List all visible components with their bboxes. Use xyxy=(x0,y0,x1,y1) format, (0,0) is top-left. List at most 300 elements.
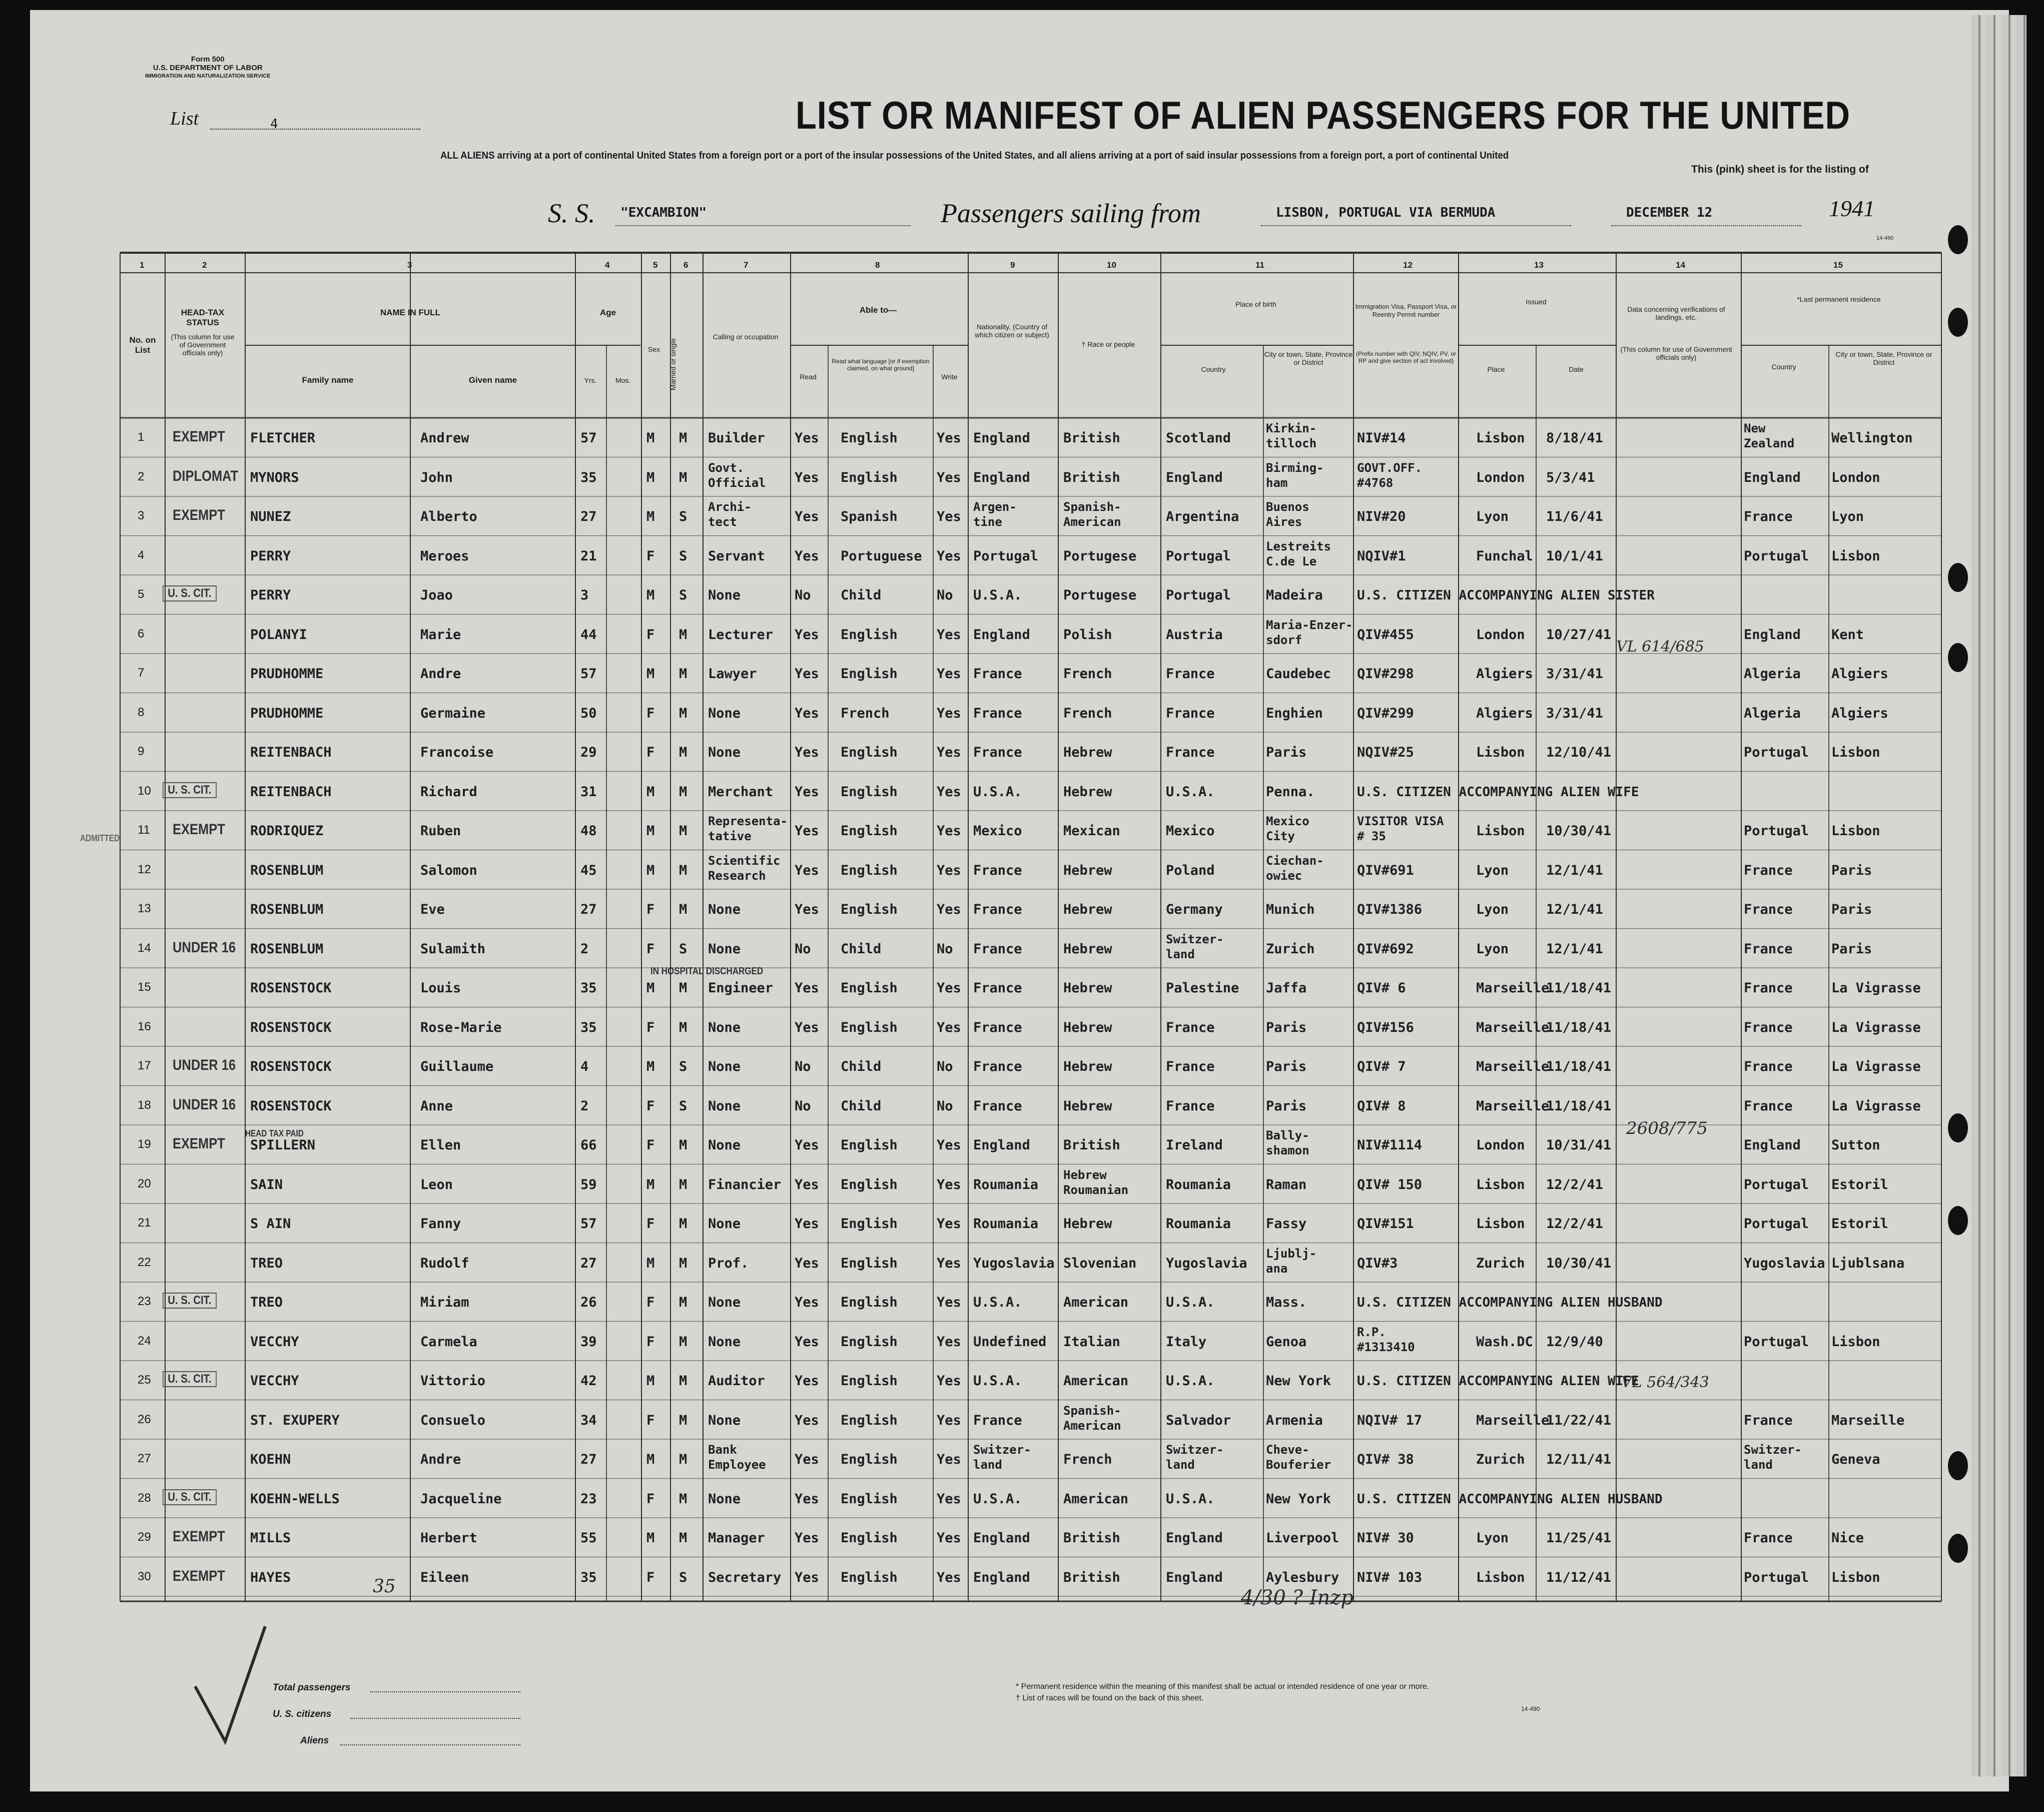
age-years: 27 xyxy=(580,1452,597,1468)
age-years: 21 xyxy=(580,548,597,564)
can-read: Yes xyxy=(795,548,819,564)
nationality: France xyxy=(973,941,1022,957)
birth-country: England xyxy=(1166,469,1223,485)
manifest-sheet xyxy=(30,10,2009,1791)
marital-status: M xyxy=(679,1216,688,1232)
occupation: Lawyer xyxy=(708,666,757,682)
occupation: Prof. xyxy=(708,1255,749,1271)
family-name: TREO xyxy=(250,1255,283,1271)
race: Hebrew xyxy=(1063,1059,1112,1075)
residence-country: France xyxy=(1744,509,1793,525)
sex: M xyxy=(646,469,655,485)
head-tax-status: U. S. CIT. xyxy=(163,585,217,601)
column-number: 8 xyxy=(875,260,880,270)
residence-city: Algiers xyxy=(1831,666,1888,682)
race: Polish xyxy=(1063,627,1112,643)
issued-date: 11/18/41 xyxy=(1546,980,1612,996)
row-number: 8 xyxy=(138,705,145,719)
read-language: Child xyxy=(841,1098,882,1114)
race: French xyxy=(1063,705,1112,721)
head-tax-status: UNDER 16 xyxy=(173,1057,236,1074)
birth-country: Roumania xyxy=(1166,1216,1231,1232)
residence-country: Portugal xyxy=(1744,745,1809,761)
occupation: None xyxy=(708,1216,741,1232)
col-header-sex: Sex xyxy=(647,345,660,353)
race: Hebrew xyxy=(1063,980,1112,996)
age-years: 26 xyxy=(580,1295,597,1311)
col-header-head-tax-note: (This column for use of Government officials only) xyxy=(171,333,235,357)
issued-date: 10/27/41 xyxy=(1546,627,1612,643)
residence-country: Portugal xyxy=(1744,1569,1809,1585)
col-header-no: No. on List xyxy=(129,335,156,355)
visa-number: R.P. #1313410 xyxy=(1357,1325,1415,1354)
birth-city: Enghien xyxy=(1266,705,1323,721)
given-name: Carmela xyxy=(420,1334,477,1350)
sailing-from: LISBON, PORTUGAL VIA BERMUDA xyxy=(1276,205,1496,220)
occupation: None xyxy=(708,1019,741,1035)
can-write: Yes xyxy=(937,1569,961,1585)
nationality: France xyxy=(973,1412,1022,1428)
race: Spanish- American xyxy=(1063,1403,1121,1433)
head-tax-status: UNDER 16 xyxy=(173,939,236,956)
visa-number: NIV#1114 xyxy=(1357,1137,1423,1153)
family-name: KOEHN-WELLS xyxy=(250,1491,340,1507)
residence-city: Wellington xyxy=(1831,430,1913,446)
can-read: Yes xyxy=(795,1019,819,1035)
column-number: 14 xyxy=(1676,260,1685,270)
punch-hole xyxy=(1948,225,1968,254)
birth-country: Argentina xyxy=(1166,509,1239,525)
nationality: Yugoslavia xyxy=(973,1255,1055,1271)
visa-number: QIV#3 xyxy=(1357,1255,1398,1271)
family-name: ROSENSTOCK xyxy=(250,1098,332,1114)
age-years: 27 xyxy=(580,509,597,525)
birth-city: Buenos Aires xyxy=(1266,500,1309,529)
age-years: 4 xyxy=(580,1059,589,1075)
read-language: Spanish xyxy=(841,509,898,525)
read-language: English xyxy=(841,1176,898,1192)
birth-country: Palestine xyxy=(1166,980,1239,996)
row-number: 18 xyxy=(138,1098,151,1112)
birth-city: Mexico City xyxy=(1266,814,1309,843)
given-name: Vittorio xyxy=(420,1373,486,1389)
nationality: Roumania xyxy=(973,1176,1039,1192)
issued-place: Lisbon xyxy=(1476,745,1525,761)
col-header-visa: Immigration Visa, Passport Visa, or Reentry Permit number xyxy=(1355,303,1457,318)
family-name: SPILLERN xyxy=(250,1137,316,1153)
occupation: None xyxy=(708,1098,741,1114)
can-write: No xyxy=(937,1059,953,1075)
can-write: Yes xyxy=(937,1216,961,1232)
nationality: France xyxy=(973,666,1022,682)
visa-number: QIV#298 xyxy=(1357,666,1414,682)
occupation: None xyxy=(708,587,741,603)
family-name: REITENBACH xyxy=(250,745,332,761)
birth-country: France xyxy=(1166,1098,1215,1114)
visa-number: U.S. CITIZEN ACCOMPANYING ALIEN SISTER xyxy=(1357,588,1655,603)
can-read: Yes xyxy=(795,627,819,643)
issued-date: 11/22/41 xyxy=(1546,1412,1612,1428)
handwritten-note-19: 2608/775 xyxy=(1626,1118,1708,1138)
birth-city: New York xyxy=(1266,1373,1331,1389)
birth-country: Portugal xyxy=(1166,548,1231,564)
age-years: 55 xyxy=(580,1530,597,1546)
family-name: ST. EXUPERY xyxy=(250,1412,340,1428)
family-name: VECCHY xyxy=(250,1373,299,1389)
family-name: POLANYI xyxy=(250,627,307,643)
marital-status: M xyxy=(679,430,688,446)
birth-country: Scotland xyxy=(1166,430,1231,446)
marital-status: M xyxy=(679,1452,688,1468)
page-stack-edge xyxy=(1971,15,2026,1776)
list-number-field xyxy=(170,108,278,132)
form-ref-top: 14-490 xyxy=(1876,235,1894,241)
age-years: 35 xyxy=(580,980,597,996)
col-header-mos: Mos. xyxy=(615,376,631,384)
marital-status: M xyxy=(679,1412,688,1428)
marital-status: S xyxy=(679,509,688,525)
family-name: ROSENSTOCK xyxy=(250,980,332,996)
visa-number: QIV#1386 xyxy=(1357,902,1423,918)
given-name: Louis xyxy=(420,980,461,996)
race: British xyxy=(1063,1569,1120,1585)
marital-status: M xyxy=(679,745,688,761)
visa-number: NIV#20 xyxy=(1357,509,1406,525)
row-number: 5 xyxy=(138,587,145,601)
punch-hole xyxy=(1948,1451,1968,1480)
age-years: 2 xyxy=(580,1098,589,1114)
occupation: None xyxy=(708,1412,741,1428)
read-language: English xyxy=(841,430,898,446)
birth-country: France xyxy=(1166,666,1215,682)
sex: F xyxy=(646,1491,655,1507)
row-number: 3 xyxy=(138,509,145,523)
marital-status: M xyxy=(679,469,688,485)
occupation: None xyxy=(708,1295,741,1311)
birth-country: England xyxy=(1166,1530,1223,1546)
nationality: Undefined xyxy=(973,1334,1047,1350)
footer-us-citizens: U. S. citizens xyxy=(273,1709,332,1719)
read-language: English xyxy=(841,1491,898,1507)
birth-city: Mass. xyxy=(1266,1295,1307,1311)
can-read: Yes xyxy=(795,1530,819,1546)
birth-country: Roumania xyxy=(1166,1176,1231,1192)
sailing-label: Passengers sailing from xyxy=(941,198,1201,228)
race: Hebrew Roumanian xyxy=(1063,1167,1129,1197)
row-number: 7 xyxy=(138,666,145,680)
occupation: Financier xyxy=(708,1176,782,1192)
row-number: 17 xyxy=(138,1059,151,1073)
issued-place: Lisbon xyxy=(1476,1176,1525,1192)
punch-hole xyxy=(1948,308,1968,337)
birth-country: Yugoslavia xyxy=(1166,1255,1247,1271)
issued-date: 12/1/41 xyxy=(1546,862,1603,878)
given-name: Ruben xyxy=(420,823,461,839)
issued-place: Marseille xyxy=(1476,1412,1550,1428)
can-write: Yes xyxy=(937,1491,961,1507)
occupation: Builder xyxy=(708,430,765,446)
col-header-landings: Data concerning verifications of landings, etc. xyxy=(1627,305,1725,321)
subtitle-line-1: ALL ALIENS arriving at a port of continental United States from a foreign port or a port of the insular possessions of the United States, and all aliens arriving at a port of said insular possessions from a foreign port, a port of continental United xyxy=(440,150,1509,161)
can-read: Yes xyxy=(795,509,819,525)
birth-country: France xyxy=(1166,1019,1215,1035)
read-language: English xyxy=(841,1452,898,1468)
residence-country: France xyxy=(1744,1019,1793,1035)
given-name: Fanny xyxy=(420,1216,461,1232)
nationality: England xyxy=(973,1530,1030,1546)
residence-country: England xyxy=(1744,627,1801,643)
occupation: Archi- tect xyxy=(708,500,752,529)
race: Hebrew xyxy=(1063,745,1112,761)
residence-city: Lisbon xyxy=(1831,548,1880,564)
issued-date: 12/2/41 xyxy=(1546,1216,1603,1232)
head-tax-status: EXEMPT xyxy=(173,821,225,838)
residence-country: Portugal xyxy=(1744,1216,1809,1232)
read-language: English xyxy=(841,1530,898,1546)
head-tax-status: EXEMPT xyxy=(173,428,225,445)
occupation: Lecturer xyxy=(708,627,774,643)
birth-city: Genoa xyxy=(1266,1334,1307,1350)
family-name: VECCHY xyxy=(250,1334,299,1350)
can-read: Yes xyxy=(795,1373,819,1389)
birth-city: Bally- shamon xyxy=(1266,1128,1309,1157)
nationality: Argen- tine xyxy=(973,500,1017,529)
can-read: Yes xyxy=(795,902,819,918)
issued-place: Wash.DC xyxy=(1476,1334,1533,1350)
punch-hole xyxy=(1948,563,1968,592)
birth-city: Ljublj- ana xyxy=(1266,1246,1317,1276)
birth-city: Munich xyxy=(1266,902,1315,918)
col-header-nationality: Nationality. (Country of which citizen or subject) xyxy=(975,323,1049,339)
marital-status: S xyxy=(679,1569,688,1585)
visa-number: QIV#151 xyxy=(1357,1216,1414,1232)
can-write: Yes xyxy=(937,509,961,525)
birth-city: Armenia xyxy=(1266,1412,1323,1428)
family-name: S AIN xyxy=(250,1216,291,1232)
issued-date: 12/11/41 xyxy=(1546,1452,1612,1468)
nationality: England xyxy=(973,627,1030,643)
column-number: 9 xyxy=(1010,260,1015,270)
marital-status: M xyxy=(679,705,688,721)
can-read: Yes xyxy=(795,1491,819,1507)
read-language: English xyxy=(841,1019,898,1035)
issued-date: 11/25/41 xyxy=(1546,1530,1612,1546)
occupation: None xyxy=(708,1491,741,1507)
sailing-date: DECEMBER 12 xyxy=(1626,205,1713,220)
visa-number: QIV#455 xyxy=(1357,627,1414,643)
head-tax-paid-stamp: HEAD TAX PAID xyxy=(245,1128,304,1138)
col-header-read-lang: Read what language [or if exemption claimed, on what ground] xyxy=(832,358,930,372)
can-read: Yes xyxy=(795,1216,819,1232)
issued-place: Algiers xyxy=(1476,705,1533,721)
race: Hebrew xyxy=(1063,902,1112,918)
col-header-issued-date: Date xyxy=(1569,365,1584,373)
sex: F xyxy=(646,705,655,721)
residence-city: Estoril xyxy=(1831,1216,1888,1232)
occupation: None xyxy=(708,1334,741,1350)
race: Portugese xyxy=(1063,587,1137,603)
can-write: Yes xyxy=(937,1255,961,1271)
issued-place: Lyon xyxy=(1476,862,1509,878)
family-name: NUNEZ xyxy=(250,509,291,525)
issued-date: 10/30/41 xyxy=(1546,1255,1612,1271)
marital-status: M xyxy=(679,902,688,918)
residence-country: Portugal xyxy=(1744,1334,1809,1350)
race: British xyxy=(1063,469,1120,485)
can-read: Yes xyxy=(795,784,819,800)
given-name: Sulamith xyxy=(420,941,486,957)
given-name: Leon xyxy=(420,1176,453,1192)
issued-place: Lisbon xyxy=(1476,1216,1525,1232)
marital-status: M xyxy=(679,784,688,800)
footer-note-races: † List of races will be found on the back of this sheet. xyxy=(1016,1694,1204,1702)
residence-city: Paris xyxy=(1831,862,1872,878)
can-write: Yes xyxy=(937,784,961,800)
column-number: 2 xyxy=(202,260,207,270)
age-years: 35 xyxy=(580,1019,597,1035)
ship-name: "EXCAMBION" xyxy=(620,205,707,220)
can-write: Yes xyxy=(937,1452,961,1468)
age-years: 3 xyxy=(580,587,589,603)
issued-place: Lyon xyxy=(1476,1530,1509,1546)
col-header-write: Write xyxy=(941,373,958,381)
family-name: FLETCHER xyxy=(250,430,316,446)
col-header-name: NAME IN FULL xyxy=(380,308,440,317)
residence-city: La Vigrasse xyxy=(1831,1059,1921,1075)
col-header-family: Family name xyxy=(302,375,354,385)
col-header-married: Married or single xyxy=(669,338,677,391)
race: Hebrew xyxy=(1063,941,1112,957)
row-number: 29 xyxy=(138,1530,151,1544)
head-tax-status: DIPLOMAT xyxy=(173,467,239,484)
issued-date: 10/1/41 xyxy=(1546,548,1603,564)
race: Slovenian xyxy=(1063,1255,1137,1271)
sex: M xyxy=(646,509,655,525)
col-header-res-country: Country xyxy=(1771,363,1796,371)
birth-country: U.S.A. xyxy=(1166,1491,1215,1507)
residence-city: Ljublsana xyxy=(1831,1255,1905,1271)
given-name: Jacqueline xyxy=(420,1491,502,1507)
birth-country: U.S.A. xyxy=(1166,1373,1215,1389)
given-name: Andrew xyxy=(420,430,469,446)
head-tax-status: EXEMPT xyxy=(173,1528,225,1545)
sex: M xyxy=(646,666,655,682)
given-name: Rudolf xyxy=(420,1255,469,1271)
can-read: Yes xyxy=(795,1295,819,1311)
footer-form-ref: 14-490 xyxy=(1521,1705,1540,1712)
issued-place: Marseille xyxy=(1476,1098,1550,1114)
residence-country: France xyxy=(1744,1059,1793,1075)
residence-city: La Vigrasse xyxy=(1831,1098,1921,1114)
race: Hebrew xyxy=(1063,1098,1112,1114)
birth-country: Italy xyxy=(1166,1334,1207,1350)
issued-place: London xyxy=(1476,627,1525,643)
punch-hole xyxy=(1948,1206,1968,1235)
birth-country: Switzer- land xyxy=(1166,932,1224,961)
given-name: Miriam xyxy=(420,1295,469,1311)
given-name: Marie xyxy=(420,627,461,643)
issued-date: 12/1/41 xyxy=(1546,902,1603,918)
col-header-birth-city: City or town, State, Province or District xyxy=(1264,350,1353,366)
can-read: Yes xyxy=(795,430,819,446)
row-number: 24 xyxy=(138,1334,151,1348)
list-number: 4 xyxy=(270,117,278,132)
issued-date: 11/18/41 xyxy=(1546,1059,1612,1075)
can-write: Yes xyxy=(937,430,961,446)
nationality: England xyxy=(973,1569,1030,1585)
nationality: England xyxy=(973,1137,1030,1153)
column-number: 12 xyxy=(1403,260,1413,270)
residence-country: France xyxy=(1744,902,1793,918)
sex: M xyxy=(646,430,655,446)
read-language: Portuguese xyxy=(841,548,922,564)
given-name: Germaine xyxy=(420,705,486,721)
residence-country: France xyxy=(1744,1098,1793,1114)
family-name: RODRIQUEZ xyxy=(250,823,324,839)
occupation: Engineer xyxy=(708,980,774,996)
visa-number: QIV# 6 xyxy=(1357,980,1406,996)
can-read: Yes xyxy=(795,1569,819,1585)
can-write: Yes xyxy=(937,705,961,721)
issued-date: 11/18/41 xyxy=(1546,1019,1612,1035)
marital-status: M xyxy=(679,1019,688,1035)
head-tax-status: U. S. CIT. xyxy=(163,1489,217,1505)
read-language: English xyxy=(841,469,898,485)
given-name: Richard xyxy=(420,784,477,800)
can-write: Yes xyxy=(937,627,961,643)
punch-hole xyxy=(1948,1534,1968,1563)
sex: M xyxy=(646,587,655,603)
can-read: Yes xyxy=(795,1137,819,1153)
given-name: Meroes xyxy=(420,548,469,564)
form-header xyxy=(145,55,271,81)
form-number: Form 500 xyxy=(191,55,225,64)
row-number: 20 xyxy=(138,1176,151,1190)
age-years: 34 xyxy=(580,1412,597,1428)
marital-status: S xyxy=(679,941,688,957)
issued-place: Lisbon xyxy=(1476,1569,1525,1585)
issued-place: Zurich xyxy=(1476,1452,1525,1468)
footer-aliens: Aliens xyxy=(300,1735,329,1746)
occupation: Auditor xyxy=(708,1373,765,1389)
age-years: 66 xyxy=(580,1137,597,1153)
birth-country: England xyxy=(1166,1569,1223,1585)
marital-status: M xyxy=(679,1530,688,1546)
hospital-stamp: IN HOSPITAL DISCHARGED xyxy=(650,966,764,977)
visa-number: NIV# 103 xyxy=(1357,1569,1423,1585)
column-number: 13 xyxy=(1534,260,1544,270)
can-read: No xyxy=(795,1098,811,1114)
residence-city: Paris xyxy=(1831,941,1872,957)
family-name: MYNORS xyxy=(250,469,299,485)
marital-status: M xyxy=(679,627,688,643)
birth-city: Jaffa xyxy=(1266,980,1307,996)
marital-status: M xyxy=(679,666,688,682)
issued-date: 5/3/41 xyxy=(1546,469,1595,485)
marital-status: S xyxy=(679,1059,688,1075)
visa-number: GOVT.OFF. #4768 xyxy=(1357,460,1423,490)
birth-city: Birming- ham xyxy=(1266,460,1324,490)
can-read: Yes xyxy=(795,1255,819,1271)
nationality: U.S.A. xyxy=(973,784,1022,800)
punch-hole xyxy=(1948,1113,1968,1142)
col-header-issued-place: Place xyxy=(1487,365,1505,373)
occupation: Secretary xyxy=(708,1569,782,1585)
residence-city: Marseille xyxy=(1831,1412,1905,1428)
residence-country: France xyxy=(1744,941,1793,957)
occupation: Bank Employee xyxy=(708,1443,766,1472)
column-number: 5 xyxy=(653,260,658,270)
